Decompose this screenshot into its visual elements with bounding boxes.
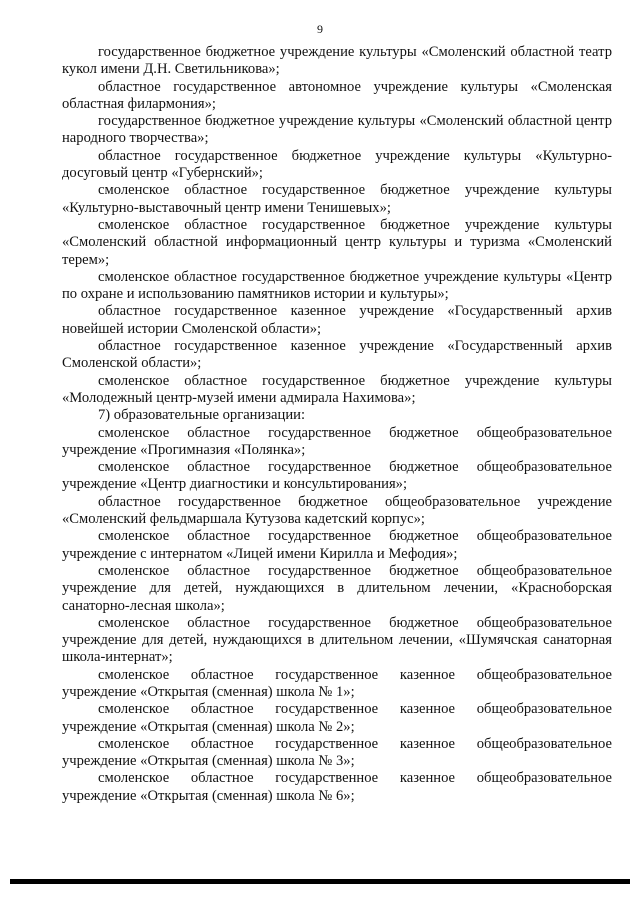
list-item: областное государственное бюджетное общеобразовательное учреждение «Смоленский фельдмаршала Кутузова кадетский корпус»; — [62, 493, 612, 528]
list-item: смоленское областное государственное бюджетное общеобразовательное учреждение с интернатом «Лицей имени Кирилла и Мефодия»; — [62, 528, 612, 562]
list-item: смоленское областное государственное казенное общеобразовательное учреждение «Открытая (сменная) школа № 6»; — [62, 770, 612, 804]
list-item: смоленское областное государственное казенное общеобразовательное учреждение «Открытая (сменная) школа № 1»; — [62, 666, 612, 700]
list-item: смоленское областное государственное бюджетное общеобразовательное учреждение для детей, нуждающихся в длительном лечении, «Шумячская санаторная школа-интернат»; — [62, 614, 612, 666]
list-item: смоленское областное государственное казенное общеобразовательное учреждение «Открытая (сменная) школа № 2»; — [62, 701, 612, 735]
list-item: областное государственное бюджетное учреждение культуры «Культурно-досуговый центр «Губернский»; — [62, 147, 612, 182]
list-item: смоленское областное государственное бюджетное учреждение культуры «Смоленский областной информационный центр культуры и туризма «Смоленский терем»; — [62, 216, 612, 268]
list-item: смоленское областное государственное бюджетное общеобразовательное учреждение «Прогимназия «Полянка»; — [62, 424, 612, 458]
bottom-border-bar — [10, 879, 630, 884]
list-item: областное государственное автономное учреждение культуры «Смоленская областная филармония»; — [62, 78, 612, 112]
list-item: смоленское областное государственное казенное общеобразовательное учреждение «Открытая (сменная) школа № 3»; — [62, 735, 612, 770]
list-item: смоленское областное государственное бюджетное общеобразовательное учреждение «Центр диагностики и консультирования»; — [62, 459, 612, 493]
list-item: смоленское областное государственное бюджетное учреждение культуры «Культурно-выставочный центр имени Тенишевых»; — [62, 182, 612, 216]
document-body — [62, 44, 612, 805]
list-item: смоленское областное государственное бюджетное учреждение культуры «Центр по охране и использованию памятников истории и культуры»; — [62, 268, 612, 303]
list-item: государственное бюджетное учреждение культуры «Смоленский областной театр кукол имени Д.Н. Светильникова»; — [62, 44, 612, 78]
section-heading: 7) образовательные организации: — [98, 407, 306, 424]
list-item: смоленское областное государственное бюджетное учреждение культуры «Молодежный центр-музей имени адмирала Нахимова»; — [62, 372, 612, 406]
list-item: смоленское областное государственное бюджетное общеобразовательное учреждение для детей, нуждающихся в длительном лечении, «Красноборская санаторно-лесная школа»; — [62, 562, 612, 614]
page-number: 9 — [317, 22, 323, 36]
list-item: областное государственное казенное учреждение «Государственный архив Смоленской области»; — [62, 338, 612, 372]
list-item: государственное бюджетное учреждение культуры «Смоленский областной центр народного творчества»; — [62, 113, 612, 147]
list-item: областное государственное казенное учреждение «Государственный архив новейшей истории Смоленской области»; — [62, 303, 612, 337]
